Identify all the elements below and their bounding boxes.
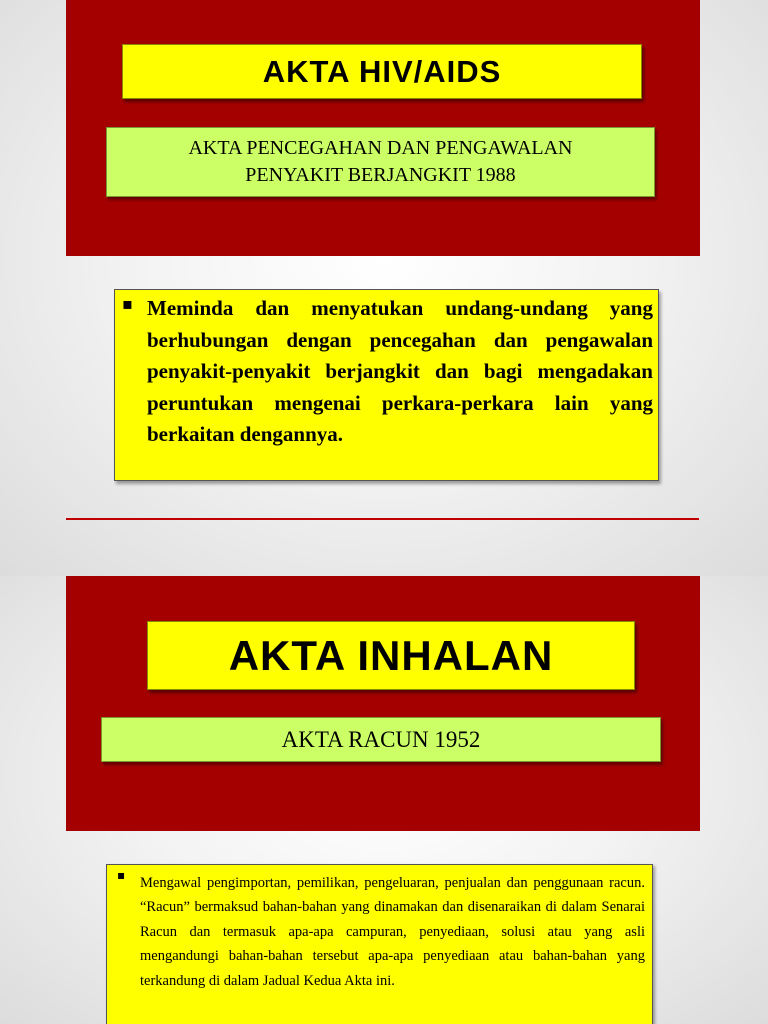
description-box [114,289,659,481]
slide-title [147,621,635,690]
slide-title-text: AKTA INHALAN [228,631,554,679]
description-text: Mengawal pengimportan, pemilikan, pengeluaran, penjualan dan penggunaan racun. “Racun” bermaksud bahan-bahan yang dinamakan dan disenaraikan di dalam Senarai Racun dan termasuk apa-apa campuran, penyediaan, solusi atau yang asli mengandungi bahan-bahan tersebut apa-apa penyediaan atau bahan-bahan yang terkandung di dalam Jadual Kedua Akta ini. [140,875,645,989]
title-panel [66,576,700,831]
slide-inhalan [0,576,768,1024]
slide-subtitle [106,127,655,197]
subtitle-line-2: PENYAKIT BERJANGKIT 1988 [245,164,516,186]
slide-title-text: AKTA HIV/AIDS [262,53,502,89]
description-box [106,864,653,1024]
slide-title [122,44,642,99]
subtitle-line-1: AKTA PENCEGAHAN DAN PENGAWALAN [188,137,573,159]
slide-subtitle [101,717,661,762]
description-text: Meminda dan menyatukan undang-undang yang berhubungan dengan pencegahan dan pengawalan penyakit-penyakit berjangkit dan bagi mengadakan peruntukan mengenai perkara-perkara lain yang berkaitan dengannya. [147,296,653,446]
bullet-marker: ▪ [122,294,133,313]
slide-divider-line [66,518,699,520]
bullet-marker: ▪ [117,868,126,882]
subtitle-text: AKTA RACUN 1952 [281,726,481,752]
